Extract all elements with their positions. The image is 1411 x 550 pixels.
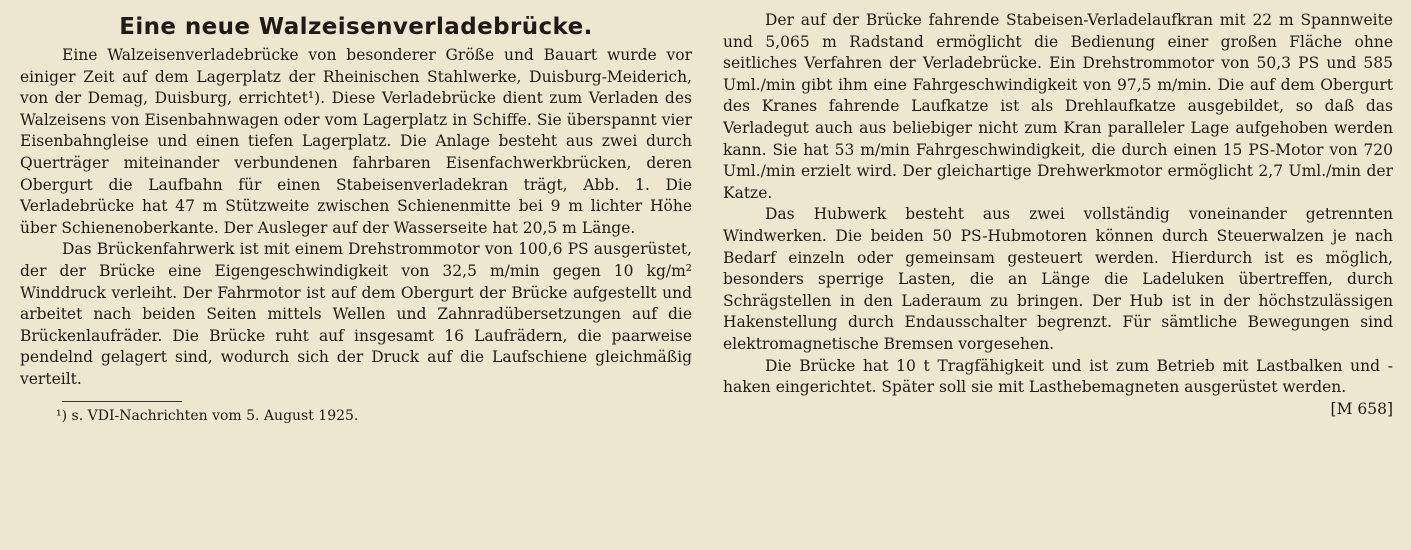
footnote-divider: [62, 401, 182, 402]
paragraph-capacity: [723, 356, 1393, 418]
left-column: [20, 10, 692, 426]
paragraph-intro: Eine Walzeisenverladebrücke von besonderer Größe und Bauart wurde vor einiger Zeit auf dem Lagerplatz der Rheinischen Stahlwerke, Duisburg-Meiderich, von der Demag, Duisburg, errichtet¹). Diese Verladebrücke dient zum Verladen des Walzeisens von Eisenbahnwagen oder vom Lagerplatz in Schiffe. Sie überspannt vier Eisenbahngleise und einen tiefen Lagerplatz. Die Anlage besteht aus zwei durch Querträger miteinander verbundenen fahrbaren Eisenfachwerkbrücken, deren Obergurt die Laufbahn für einen Stabeisenverladekran trägt, Abb. 1. Die Verladebrücke hat 47 m Stützweite zwischen Schienenmitte bei 9 m lichter Höhe über Schienenoberkante. Der Ausleger auf der Wasserseite hat 20,5 m Länge.: [20, 46, 692, 237]
paragraph-crane: Der auf der Brücke fahrende Stabeisen-Verladelaufkran mit 22 m Spannweite und 5,065 m Radstand ermöglicht die Bedienung einer großen Fläche ohne seitliches Verfahren der Verladebrücke. Ein Drehstrommotor von 50,3 PS und 585 Uml./min gibt ihm eine Fahrgeschwindigkeit von 97,5 m/min. Die auf dem Obergurt des Kranes fahrende Laufkatze ist als Drehlaufkatze ausgebildet, so daß das Verladegut auch aus beliebiger nicht zum Kran paralleler Lage aufgehoben werden kann. Sie hat 53 m/min Fahrgeschwindigkeit, die durch einen 15 PS-Motor von 720 Uml./min erzielt wird. Der gleichartige Drehwerkmotor ermöglicht 2,7 Uml./min der Katze.: [723, 11, 1393, 202]
paragraph-capacity-text: Die Brücke hat 10 t Tragfähigkeit und ist zum Betrieb mit Lastbalken und -haken eingerichtet. Später soll sie mit Lasthebemagneten ausgerüstet werden.: [723, 356, 1393, 397]
footnote: ¹) s. VDI-Nachrichten vom 5. August 1925.: [56, 407, 359, 424]
reference-code: [M 658]: [1330, 399, 1393, 418]
right-column: [723, 10, 1393, 420]
paragraph-bridge-drive: Das Brückenfahrwerk ist mit einem Drehstrommotor von 100,6 PS ausgerüstet, der der Brücke eine Eigengeschwindigkeit von 32,5 m/min gegen 10 kg/m² Winddruck verleiht. Der Fahrmotor ist auf dem Obergurt der Brücke aufgestellt und arbeitet nach beiden Seiten mittels Wellen und Zahnradübersetzungen auf die Brückenlaufräder. Die Brücke ruht auf insgesamt 16 Laufrädern, die paarweise pendelnd gelagert sind, wodurch sich der Druck auf die Laufschiene gleichmäßig verteilt.: [20, 240, 692, 388]
paragraph-hoist: Das Hubwerk besteht aus zwei vollständig voneinander getrennten Windwerken. Die beiden 50 PS-Hubmotoren können durch Steuerwalzen je nach Bedarf einzeln oder gemeinsam gesteuert werden. Hierdurch ist es möglich, besonders sperrige Lasten, die an Länge die Ladeluken übertreffen, durch Schrägstellen in den Laderaum zu bringen. Der Hub ist in der höchstzulässigen Hakenstellung durch Endausschalter begrenzt. Für sämtliche Bewegungen sind elektromagnetische Bremsen vorgesehen.: [723, 205, 1393, 353]
article-title: Eine neue Walzeisenverladebrücke.: [119, 14, 593, 40]
